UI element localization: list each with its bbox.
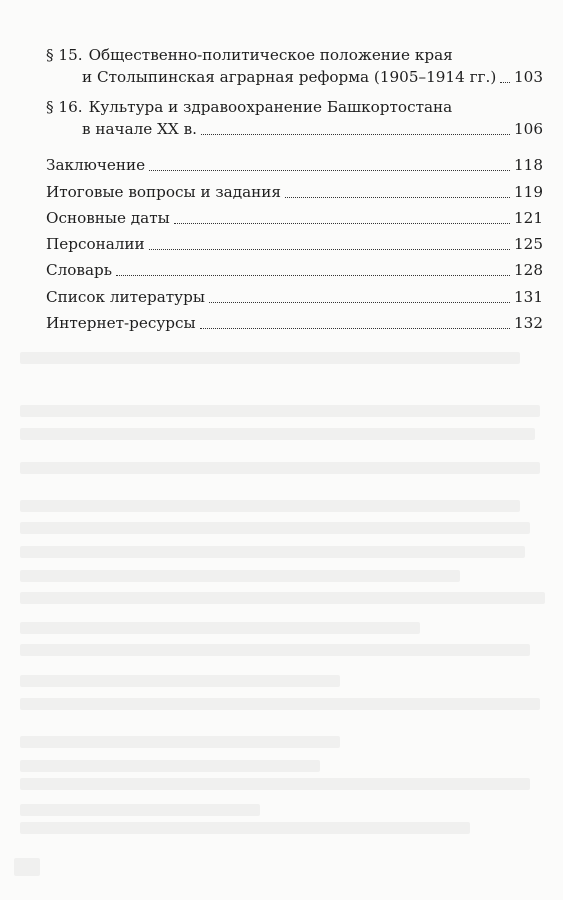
bleed-through bbox=[20, 500, 520, 512]
section-number: § 16. bbox=[46, 98, 83, 116]
bleed-through bbox=[20, 546, 525, 558]
page-number: 132 bbox=[514, 314, 543, 332]
leader-dots bbox=[201, 134, 510, 135]
bleed-through bbox=[20, 644, 530, 656]
leader-dots bbox=[200, 328, 510, 329]
bleed-through bbox=[14, 858, 40, 876]
bleed-through bbox=[20, 462, 540, 474]
section-title-line2: в начале XX в. bbox=[82, 120, 197, 138]
leader-dots bbox=[149, 249, 510, 250]
page-number: 106 bbox=[514, 120, 543, 138]
leader-dots bbox=[116, 275, 510, 276]
bleed-through bbox=[20, 405, 540, 417]
page-number: 128 bbox=[514, 261, 543, 279]
bleed-through bbox=[20, 522, 530, 534]
toc-item-title: Итоговые вопросы и задания bbox=[46, 183, 281, 201]
toc-item-persons[interactable] bbox=[46, 233, 543, 255]
toc-section-15[interactable] bbox=[46, 44, 543, 88]
leader-dots bbox=[500, 82, 510, 83]
toc-item-title: Основные даты bbox=[46, 209, 170, 227]
leader-dots bbox=[209, 302, 510, 303]
bleed-through bbox=[20, 592, 545, 604]
toc-item-title: Список литературы bbox=[46, 288, 205, 306]
bleed-through bbox=[20, 698, 540, 710]
toc-item-title: Заключение bbox=[46, 156, 146, 174]
section-title-line1: Культура и здравоохранение Башкортостана bbox=[88, 98, 453, 116]
bleed-through bbox=[20, 736, 340, 748]
page-number: 103 bbox=[514, 68, 543, 86]
leader-dots bbox=[149, 170, 510, 171]
toc-item-glossary[interactable] bbox=[46, 259, 543, 281]
leader-dots bbox=[285, 197, 510, 198]
bleed-through bbox=[20, 822, 470, 834]
section-title-line1: Общественно-политическое положение края bbox=[88, 46, 453, 64]
toc-item-title: Интернет-ресурсы bbox=[46, 314, 196, 332]
toc-item-title: Словарь bbox=[46, 261, 113, 279]
page-number: 121 bbox=[514, 209, 543, 227]
page-number: 118 bbox=[514, 156, 543, 174]
toc-item-conclusion[interactable] bbox=[46, 154, 543, 176]
bleed-through bbox=[20, 804, 260, 816]
section-title-line2: и Столыпинская аграрная реформа (1905–1914 гг.) bbox=[82, 68, 497, 86]
bleed-through bbox=[20, 760, 320, 772]
bleed-through bbox=[20, 570, 460, 582]
page-number: 125 bbox=[514, 235, 543, 253]
bleed-through bbox=[20, 428, 535, 440]
section-number: § 15. bbox=[46, 46, 83, 64]
toc-item-bibliography[interactable] bbox=[46, 286, 543, 308]
toc-item-final-questions[interactable] bbox=[46, 181, 543, 203]
page-number: 119 bbox=[514, 183, 543, 201]
toc-item-internet-resources[interactable] bbox=[46, 312, 543, 334]
bleed-through bbox=[20, 675, 340, 687]
toc-section-16[interactable] bbox=[46, 96, 543, 140]
page-number: 131 bbox=[514, 288, 543, 306]
toc-item-key-dates[interactable] bbox=[46, 207, 543, 229]
bleed-through bbox=[20, 778, 530, 790]
bleed-through bbox=[20, 622, 420, 634]
toc-item-title: Персоналии bbox=[46, 235, 145, 253]
leader-dots bbox=[174, 223, 510, 224]
bleed-through bbox=[20, 352, 520, 364]
